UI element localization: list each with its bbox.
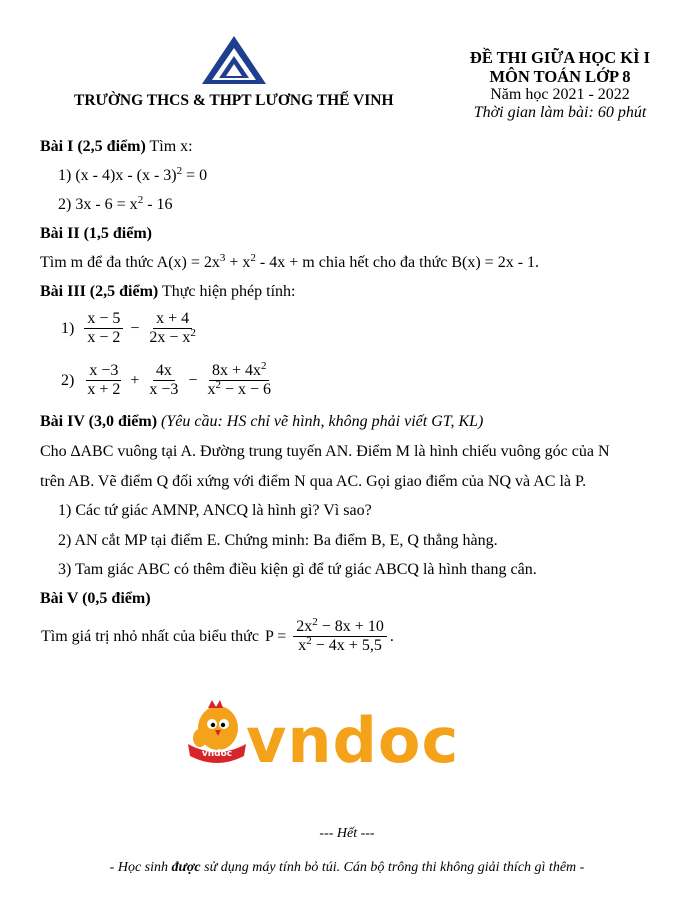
fraction [146, 362, 181, 399]
exam-duration: Thời gian làm bài: 60 phút [473, 104, 647, 121]
denominator [295, 637, 385, 655]
operator: − [130, 319, 140, 337]
exponent: 2 [260, 360, 267, 372]
q-label: 2) [61, 371, 75, 389]
operator: − [188, 371, 198, 389]
bai5-text [40, 618, 395, 655]
vndoc-logo-text: vndoc [246, 704, 460, 777]
fraction [204, 362, 274, 399]
denominator [146, 329, 199, 347]
bai1-question-1 [58, 166, 207, 186]
q-label: 1) [58, 167, 76, 184]
exponent: 2 [215, 379, 221, 391]
bai4-text-2: trên AB. Vẽ điểm Q đối xứng với điểm N qua AC. Gọi giao điểm của NQ và AC là P. [40, 473, 587, 490]
text: x [207, 381, 216, 398]
school-logo [200, 34, 268, 86]
school-name: TRƯỜNG THCS & THPT LƯƠNG THẾ VINH [74, 92, 394, 109]
text: x [298, 637, 307, 654]
bai3-title: Bài III (2,5 điểm) [40, 283, 159, 300]
end-marker: --- Hết --- [319, 826, 375, 841]
denominator: x + 2 [87, 381, 121, 398]
text: sử dụng máy tính bỏ túi. Cán bộ trông thi không giải thích gì thêm - [200, 860, 585, 875]
bai4-text-1: Cho ∆ABC vuông tại A. Đường trung tuyến AN. Điểm M là hình chiếu vuông góc của N [40, 443, 610, 460]
numerator: x − 5 [84, 310, 123, 329]
expr: = 0 [182, 167, 208, 184]
text: + x [225, 254, 251, 271]
fraction [84, 310, 123, 347]
vndoc-mascot-icon [186, 700, 248, 766]
footer-note [0, 860, 694, 876]
text: . [389, 627, 394, 645]
fraction [84, 362, 123, 399]
text: 2x [296, 618, 313, 635]
exponent: 2 [312, 616, 318, 628]
text: − 4x + 5,5 [311, 637, 382, 654]
text: − x − 6 [220, 381, 271, 398]
bai3-question-1 [60, 310, 201, 347]
q-label: 1) [61, 319, 75, 337]
exponent: 2 [137, 194, 144, 206]
exponent: 2 [250, 252, 256, 264]
bai4-note: (Yêu cầu: HS chỉ vẽ hình, không phải viết GT, KL) [157, 413, 484, 430]
operator: + [130, 371, 140, 389]
fraction [146, 310, 199, 347]
mascot-label: vndoc [201, 749, 233, 759]
exam-title: ĐỀ THI GIỮA HỌC KÌ I [469, 48, 651, 67]
exam-year: Năm học 2021 - 2022 [490, 86, 630, 103]
q-label: 2) [58, 196, 76, 213]
bai2-text [40, 253, 539, 273]
text: − 8x + 10 [317, 618, 384, 635]
bai4-title: Bài IV (3,0 điểm) [40, 413, 158, 430]
expr: (x - 4)x - (x - 3) [75, 167, 177, 184]
bai1-prompt: Tìm x: [145, 138, 193, 155]
bai1-heading [40, 137, 193, 157]
numerator: 4x [153, 362, 175, 381]
exponent: 3 [219, 252, 226, 264]
denominator: x −3 [149, 381, 179, 398]
bai1-question-2 [58, 195, 173, 215]
expr: 3x - 6 = x [75, 196, 138, 213]
numerator: x + 4 [153, 310, 192, 329]
text: Tìm giá trị nhỏ nhất của biểu thức [41, 627, 259, 645]
denominator [204, 381, 274, 399]
bai1-title: Bài I (2,5 điểm) [40, 138, 146, 155]
exponent: 2 [190, 327, 196, 339]
text: 2x − x [149, 329, 191, 346]
exponent: 2 [306, 635, 312, 647]
bai3-prompt: Thực hiện phép tính: [158, 283, 296, 300]
bai3-heading [40, 282, 295, 302]
numerator: x −3 [86, 362, 121, 381]
bai4-question-2: 2) AN cắt MP tại điểm E. Chứng minh: Ba điểm B, E, Q thẳng hàng. [58, 532, 498, 549]
exam-subject: MÔN TOÁN LỚP 8 [489, 67, 631, 86]
bai2-title: Bài II (1,5 điểm) [40, 225, 152, 242]
text: 8x + 4x [211, 362, 261, 379]
denominator: x − 2 [87, 329, 121, 346]
exponent: 2 [176, 165, 183, 177]
fraction [293, 618, 387, 655]
bai4-question-3: 3) Tam giác ABC có thêm điều kiện gì để tứ giác ABCQ là hình thang cân. [58, 561, 537, 578]
text: Tìm m để đa thức A(x) = 2x [40, 254, 220, 271]
text: được [171, 860, 201, 875]
bai4-question-1: 1) Các tứ giác AMNP, ANCQ là hình gì? Vì sao? [58, 502, 372, 519]
text: - 4x + m chia hết cho đa thức B(x) = 2x - 1. [255, 254, 540, 271]
bai4-heading [40, 412, 483, 432]
p-label: P = [264, 627, 287, 645]
expr: - 16 [143, 196, 173, 213]
bai3-question-2 [60, 362, 276, 399]
bai5-title: Bài V (0,5 điểm) [40, 590, 151, 607]
text: - Học sinh [109, 860, 172, 875]
